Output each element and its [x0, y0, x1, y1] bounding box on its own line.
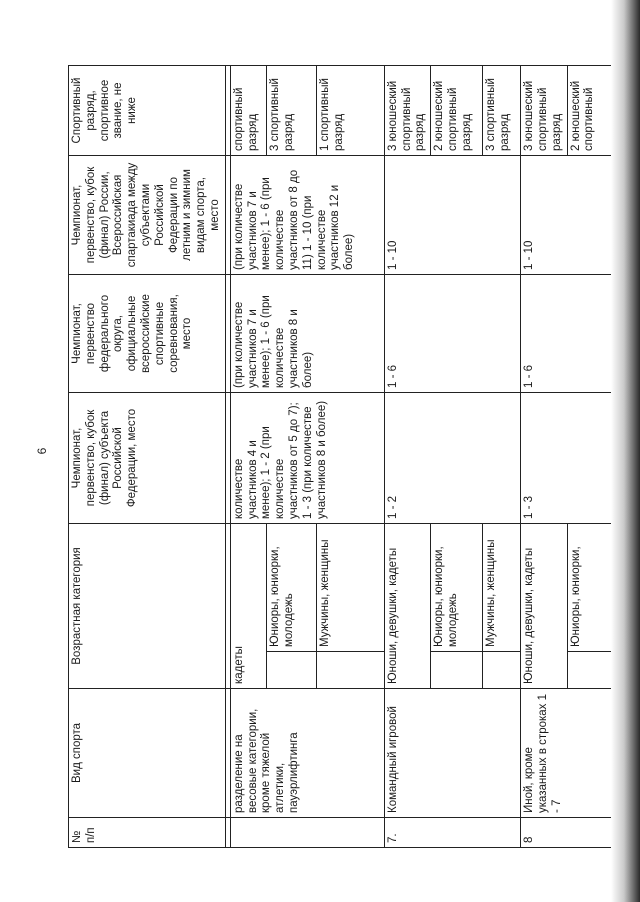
age-category-cell: Мужчины, женщины — [316, 523, 384, 651]
header-sport-rank: Спортивный разряд, спортивное звание, не ниже — [69, 65, 226, 155]
row-number-cell: 7. — [384, 818, 520, 848]
rank-cell: 2 юношеский спортивный разряд — [431, 65, 483, 155]
header-subject-championship: Чемпионат, первенство, кубок (финал) субъекта Российской Федерации, место — [69, 392, 226, 523]
sport-cell: Командный игровой — [384, 689, 520, 818]
age-category-cell: Юниоры, юниорки, молодежь — [266, 523, 316, 651]
subject-place-cell: количестве участников 4 и менее); 1 - 2 (при количестве участников от 5 до 7); 1 - 3 (при количестве участников 8 и более) — [230, 392, 384, 523]
category-indent-cell — [483, 652, 521, 689]
district-place-cell: 1 - 6 — [384, 274, 520, 392]
rank-cell: спортивный разряд — [230, 65, 266, 155]
rank-cell: 3 спортивный разряд — [483, 65, 521, 155]
table-row — [384, 65, 430, 847]
sport-cell: Иной, кроме указанных в строках 1 - 7 — [521, 689, 616, 818]
category-indent-cell — [567, 652, 615, 689]
rank-cell: 1 спортивный разряд — [316, 65, 384, 155]
district-place-cell: 1 - 6 — [521, 274, 616, 392]
sport-cell: разделение на весовые категории, кроме тяжелой атлетики, пауэрлифтинга — [230, 689, 384, 818]
category-indent-cell — [316, 652, 384, 689]
table-row — [521, 65, 567, 847]
rank-cell: 3 юношеский спортивный разряд — [384, 65, 430, 155]
row-number-cell: 8 — [521, 818, 616, 848]
rank-cell: 3 спортивный разряд — [266, 65, 316, 155]
subject-place-cell: 1 - 2 — [384, 392, 520, 523]
page-number: 6 — [35, 447, 49, 455]
header-row — [69, 65, 226, 847]
row-number-empty — [230, 818, 384, 848]
russia-place-cell: 1 - 10 — [384, 155, 520, 274]
rotated-table-wrapper — [68, 66, 616, 848]
age-category-cell: Юниоры, юниорки, — [567, 523, 615, 651]
header-num: № п/п — [69, 818, 226, 848]
russia-place-cell: (при количестве участников 7 и менее); 1 - 6 (при количестве участников от 8 до 11) 1 - 10 (при количестве участников 12 и более) — [230, 155, 384, 274]
competition-table — [68, 65, 616, 848]
header-district-championship: Чемпионат, первенство федерального округа, официальные всероссийские спортивные соревнования, место — [69, 274, 226, 392]
header-age-category: Возрастная категория — [69, 523, 226, 688]
rank-cell: 3 юношеский спортивный разряд — [521, 65, 567, 155]
age-category-cell: Юноши, девушки, кадеты — [521, 523, 567, 688]
category-indent-cell — [431, 652, 483, 689]
district-place-cell: (при количестве участников 7 и менее); 1 - 6 (при количестве участников 8 и более) — [230, 274, 384, 392]
scan-edge-shadow — [611, 0, 640, 902]
age-category-cell: Мужчины, женщины — [483, 523, 521, 651]
category-indent-cell — [266, 652, 316, 689]
header-russia-championship: Чемпионат, первенство, кубок (финал) России, Всероссийская спартакиада между субъектами Российской Федерации по летним и зимним видам спорта, место — [69, 155, 226, 274]
age-category-cell: Юниоры, юниорки, молодежь — [431, 523, 483, 651]
rank-cell: 2 юношеский спортивный — [567, 65, 615, 155]
age-category-cell: Юноши, девушки, кадеты — [384, 523, 430, 688]
subject-place-cell: 1 - 3 — [521, 392, 616, 523]
age-category-cell: кадеты — [230, 523, 266, 688]
russia-place-cell: 1 - 10 — [521, 155, 616, 274]
header-sport: Вид спорта — [69, 689, 226, 818]
table-row — [230, 65, 266, 847]
